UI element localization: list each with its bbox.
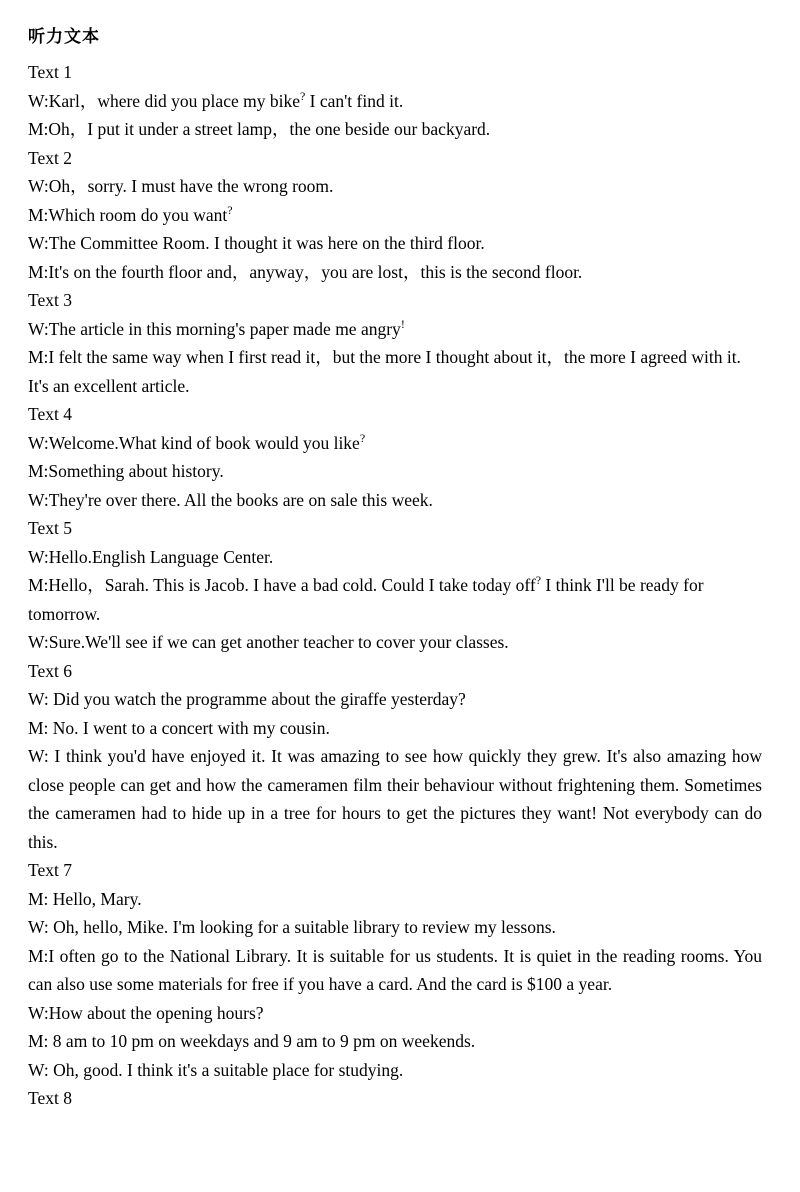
question-mark-glyph: ?	[299, 88, 306, 103]
question-mark-glyph: ?	[227, 202, 233, 217]
dialogue-line: W: Oh, hello, Mike. I'm looking for a suitable library to review my lessons.	[28, 917, 556, 938]
section-heading: Text 4	[28, 404, 72, 425]
dialogue-line: W: Did you watch the programme about the giraffe yesterday?	[28, 689, 466, 710]
dialogue-line: W:The Committee Room. I thought it was here on the third floor.	[28, 233, 485, 254]
dialogue-line: M:It's on the fourth floor and，anyway，you are lost，this is the second floor.	[28, 261, 583, 282]
question-mark-glyph: ?	[535, 573, 542, 588]
dialogue-line: W:Welcome.What kind of book would you like?	[28, 430, 366, 453]
question-mark-glyph: ?	[359, 430, 366, 445]
dialogue-line: M:Which room do you want?	[28, 202, 233, 225]
section-heading: Text 8	[28, 1088, 72, 1109]
dialogue-line: M: Hello, Mary.	[28, 888, 142, 909]
section-heading: Text 2	[28, 147, 72, 168]
dialogue-line: M:Something about history.	[28, 461, 224, 482]
dialogue-line: W:Karl，where did you place my bike? I can't find it.	[28, 88, 404, 111]
dialogue-line: W: Oh, good. I think it's a suitable place for studying.	[28, 1059, 404, 1080]
section-heading: Text 6	[28, 660, 72, 681]
transcript-section	[28, 58, 762, 144]
transcript-section	[28, 286, 762, 400]
dialogue-line: W: I think you'd have enjoyed it. It was amazing to see how quickly they grew. It's also amazing how close people can get and how the cameramen film their behaviour without frightening them. Sometimes the cameramen had to hide up in a tree for hours to get the pictures they want! Not everybody can do this.	[28, 746, 762, 852]
dialogue-line: W:Sure.We'll see if we can get another teacher to cover your classes.	[28, 632, 509, 653]
exclamation-mark-glyph: !	[400, 316, 405, 331]
transcript-section	[28, 1084, 762, 1113]
dialogue-line: M:I felt the same way when I first read it，but the more I thought about it，the more I agreed with it. It's an excellent article.	[28, 347, 741, 396]
transcript-body	[28, 58, 762, 1113]
dialogue-line: W:How about the opening hours?	[28, 1002, 264, 1023]
dialogue-line: M:I often go to the National Library. It is suitable for us students. It is quiet in the reading rooms. You can also use some materials for free if you have a card. And the card is $100 a year.	[28, 945, 762, 995]
section-heading: Text 3	[28, 290, 72, 311]
transcript-section	[28, 144, 762, 287]
transcript-section	[28, 514, 762, 657]
page-title: 听力文本	[28, 27, 100, 47]
transcript-section	[28, 400, 762, 514]
transcript-section	[28, 856, 762, 1084]
transcript-section	[28, 657, 762, 857]
dialogue-line: W:The article in this morning's paper made me angry!	[28, 316, 405, 339]
dialogue-line: W:Oh，sorry. I must have the wrong room.	[28, 176, 334, 197]
dialogue-line: M:Hello，Sarah. This is Jacob. I have a bad cold. Could I take today off? I think I'll be ready for tomorrow.	[28, 573, 704, 624]
dialogue-line: W:Hello.English Language Center.	[28, 546, 274, 567]
section-heading: Text 5	[28, 518, 72, 539]
section-heading: Text 1	[28, 62, 72, 83]
dialogue-line: M:Oh，I put it under a street lamp，the one beside our backyard.	[28, 119, 491, 140]
dialogue-line: W:They're over there. All the books are on sale this week.	[28, 489, 433, 510]
section-heading: Text 7	[28, 860, 72, 881]
dialogue-line: M: 8 am to 10 pm on weekdays and 9 am to 9 pm on weekends.	[28, 1031, 476, 1052]
dialogue-line: M: No. I went to a concert with my cousin.	[28, 717, 330, 738]
